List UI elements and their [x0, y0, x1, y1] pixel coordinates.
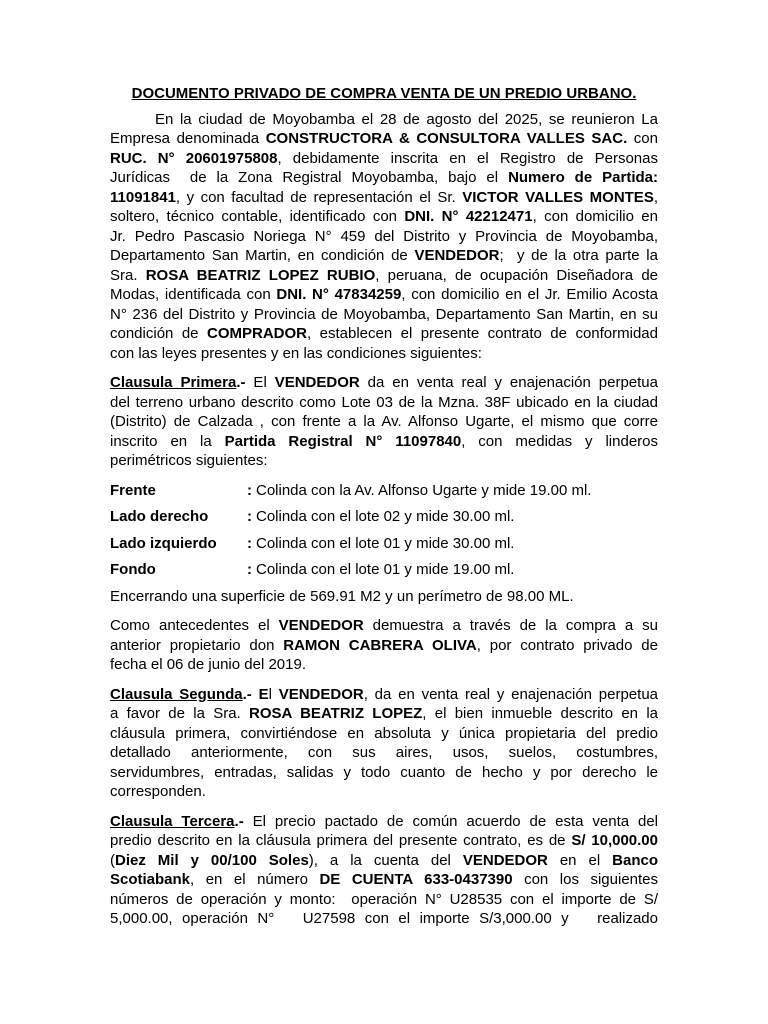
bold-text: RAMON CABRERA OLIVA — [283, 636, 477, 654]
lindero-colon: : — [247, 508, 252, 525]
document-body — [110, 84, 658, 939]
text-run: ; y de la otra parte la — [499, 247, 658, 264]
text-run: , con medidas y linderos — [461, 432, 658, 450]
bold-text: ROSA BEATRIZ LOPEZ — [249, 705, 423, 722]
text-run: Modas, identificada con — [110, 286, 277, 303]
text-run: , con domicilio en el Jr. Emilio Acosta — [401, 286, 658, 303]
bold-text: VICTOR VALLES MONTES — [462, 188, 654, 206]
lindero-row — [110, 534, 658, 554]
text-run: números de operación y monto: operación N° U28535 con el importe de S/ — [110, 890, 658, 908]
bold-text: Diez Mil y 00/100 Soles — [115, 851, 309, 869]
bold-text: ROSA BEATRIZ LOPEZ RUBIO — [145, 266, 376, 284]
text-line — [110, 685, 658, 705]
text-line — [110, 704, 658, 724]
bold-text: VENDEDOR — [278, 617, 364, 634]
text-run: N° 236 del Distrito y Provincia de Moyobamba, Departamento San Martin, en su — [110, 305, 658, 323]
text-run: l — [268, 685, 279, 703]
bold-text: DNI. N° 47834259 — [276, 286, 402, 303]
antecedentes-paragraph — [110, 616, 658, 675]
text-line — [110, 344, 658, 364]
text-run: (Distrito) de Calzada , con frente a la Av. Alfonso Ugarte, el mismo que corre — [110, 413, 658, 430]
bold-text: 11091841 — [110, 188, 176, 206]
bold-text: DNI. N° 42212471 — [404, 208, 533, 225]
superficie-line — [110, 587, 658, 607]
text-run: , debidamente inscrita en el Registro de Personas — [277, 149, 658, 167]
text-line — [110, 743, 658, 763]
text-line — [110, 393, 658, 413]
clausula-tercera — [110, 812, 658, 929]
bold-text: VENDEDOR — [274, 374, 360, 391]
text-line — [110, 831, 658, 851]
lindero-label: Fondo — [110, 561, 156, 578]
text-line — [110, 324, 658, 344]
text-run: Como antecedentes el — [110, 617, 279, 634]
text-run: Jr. Pedro Pascasio Noriega N° 459 del Distrito y Provincia de Moyobamba, — [110, 227, 658, 245]
superficie-text: Encerrando una superficie de 569.91 M2 y un perímetro de 98.00 ML. — [110, 587, 574, 605]
intro-paragraph — [110, 110, 658, 364]
text-run: El — [245, 374, 275, 391]
text-run: anterior propietario don — [110, 636, 284, 654]
text-line — [110, 246, 658, 266]
bold-text: CONSTRUCTORA & CONSULTORA VALLES SAC. — [265, 130, 628, 147]
text-run: Sra. — [110, 266, 146, 284]
lindero-row — [110, 560, 658, 580]
clausula-segunda — [110, 685, 658, 802]
lindero-row — [110, 507, 658, 527]
bold-text: Scotiabank — [110, 871, 191, 888]
text-run: detallado anteriormente, con sus aires, usos, suelos, costumbres, — [110, 744, 658, 761]
text-line — [110, 870, 658, 890]
text-run: predio descrito en la cláusula primera del presente contrato, es de — [110, 832, 572, 849]
text-run: perimétricos siguientes: — [110, 452, 268, 469]
bold-text: Numero de Partida: — [508, 169, 658, 186]
lindero-label: Lado izquierdo — [110, 534, 217, 552]
text-run: , el bien inmueble descrito en la — [422, 705, 658, 722]
lindero-text: Colinda con el lote 01 y mide 30.00 ml. — [256, 534, 515, 552]
bold-text: COMPRADOR — [207, 325, 307, 342]
text-line — [110, 451, 658, 471]
text-run: , con domicilio en — [532, 208, 658, 225]
text-run: , por contrato privado de — [476, 636, 658, 654]
text-run: El precio pactado de común acuerdo de esta venta del — [243, 812, 658, 830]
lindero-text: Colinda con el lote 02 y mide 30.00 ml. — [256, 508, 515, 525]
text-line — [110, 655, 658, 675]
lindero-label: Lado derecho — [110, 508, 209, 525]
text-run: , peruana, de ocupación Diseñadora de — [375, 266, 659, 284]
text-line — [110, 724, 658, 744]
bold-text: DE CUENTA 633-0437390 — [319, 871, 513, 888]
text-run: soltero, técnico contable, identificado con — [110, 208, 405, 225]
text-line — [110, 129, 658, 149]
text-line — [110, 305, 658, 325]
text-line — [110, 812, 658, 832]
bold-text: VENDEDOR — [414, 247, 500, 264]
text-line — [110, 285, 658, 305]
text-run: , — [653, 188, 658, 206]
text-run: En la ciudad de Moyobamba el 28 de agosto del 2025, se reunieron La — [155, 110, 658, 128]
text-line — [110, 782, 658, 802]
text-run: inscrito en la — [110, 432, 225, 450]
text-line — [110, 207, 658, 227]
text-run: en el — [547, 851, 613, 869]
bold-text: VENDEDOR — [278, 685, 364, 703]
lindero-colon: : — [247, 534, 252, 552]
text-run: con las leyes presentes y en las condiciones siguientes: — [110, 344, 482, 362]
text-run: , establecen el presente contrato de conformidad — [307, 325, 658, 342]
bold-text: RUC. N° 20601975808 — [110, 149, 278, 167]
text-line — [110, 616, 658, 636]
text-run: con los siguientes — [512, 871, 659, 888]
text-run: ( — [110, 851, 115, 869]
clause-heading: Clausula Tercera — [110, 812, 235, 830]
lindero-colon: : — [247, 561, 252, 578]
text-run: con — [627, 130, 658, 147]
text-run: cláusula primera, convirtiéndose en absoluta y única propietaria del predio — [110, 724, 658, 742]
text-run: da en venta real y enajenación perpetua — [359, 374, 658, 391]
text-run: corresponden. — [110, 783, 206, 800]
text-run: ), a la cuenta del — [308, 851, 463, 869]
text-run: , en el número — [190, 871, 320, 888]
text-run: Jurídicas de la Zona Registral Moyobamba, bajo el — [110, 169, 509, 186]
lindero-row — [110, 481, 658, 501]
clause-heading: Clausula Primera — [110, 374, 237, 391]
bold-text: .- — [234, 812, 244, 830]
text-line — [110, 168, 658, 188]
text-run: demuestra a través de la compra a su — [363, 617, 658, 634]
text-line — [110, 909, 658, 929]
text-line — [110, 110, 658, 130]
text-run: condición de — [110, 325, 207, 342]
text-run: , y con facultad de representación el Sr. — [175, 188, 463, 206]
text-line — [110, 851, 658, 871]
bold-text: Banco — [612, 851, 658, 869]
lindero-text: Colinda con la Av. Alfonso Ugarte y mide 19.00 ml. — [256, 481, 592, 499]
bold-text: .- E — [242, 685, 269, 703]
text-run: a favor de la Sra. — [110, 705, 250, 722]
text-line — [110, 890, 658, 910]
clausula-primera — [110, 373, 658, 471]
text-run: del terreno urbano descrito como Lote 03 de la Mzna. 38F ubicado en la ciudad — [110, 393, 658, 411]
lindero-colon: : — [247, 481, 252, 499]
text-run: Empresa denominada — [110, 130, 266, 147]
text-line — [110, 412, 658, 432]
text-line — [110, 188, 658, 208]
text-run: 5,000.00, operación N° U27598 con el importe S/3,000.00 y realizado — [110, 910, 658, 927]
text-run: fecha el 06 de junio del 2019. — [110, 656, 306, 673]
bold-text: S/ 10,000.00 — [571, 832, 658, 849]
text-run: , da en venta real y enajenación perpetua — [363, 685, 658, 703]
text-run: servidumbres, entradas, salidas y todo cuanto de hecho y por derecho le — [110, 763, 658, 781]
text-line — [110, 149, 658, 169]
text-line — [110, 432, 658, 452]
text-line — [110, 373, 658, 393]
lindero-text: Colinda con el lote 01 y mide 19.00 ml. — [256, 561, 515, 578]
bold-text: .- — [236, 374, 246, 391]
document-title: DOCUMENTO PRIVADO DE COMPRA VENTA DE UN PREDIO URBANO. — [131, 85, 637, 102]
text-line — [110, 636, 658, 656]
text-line — [110, 266, 658, 286]
clause-heading: Clausula Segunda — [110, 685, 243, 703]
text-run: Departamento San Martin, en condición de — [110, 247, 415, 264]
lindero-label: Frente — [110, 481, 156, 499]
bold-text: Partida Registral N° 11097840 — [224, 432, 462, 450]
text-line — [110, 227, 658, 247]
text-line — [110, 763, 658, 783]
bold-text: VENDEDOR — [462, 851, 548, 869]
linderos-list — [110, 481, 658, 580]
